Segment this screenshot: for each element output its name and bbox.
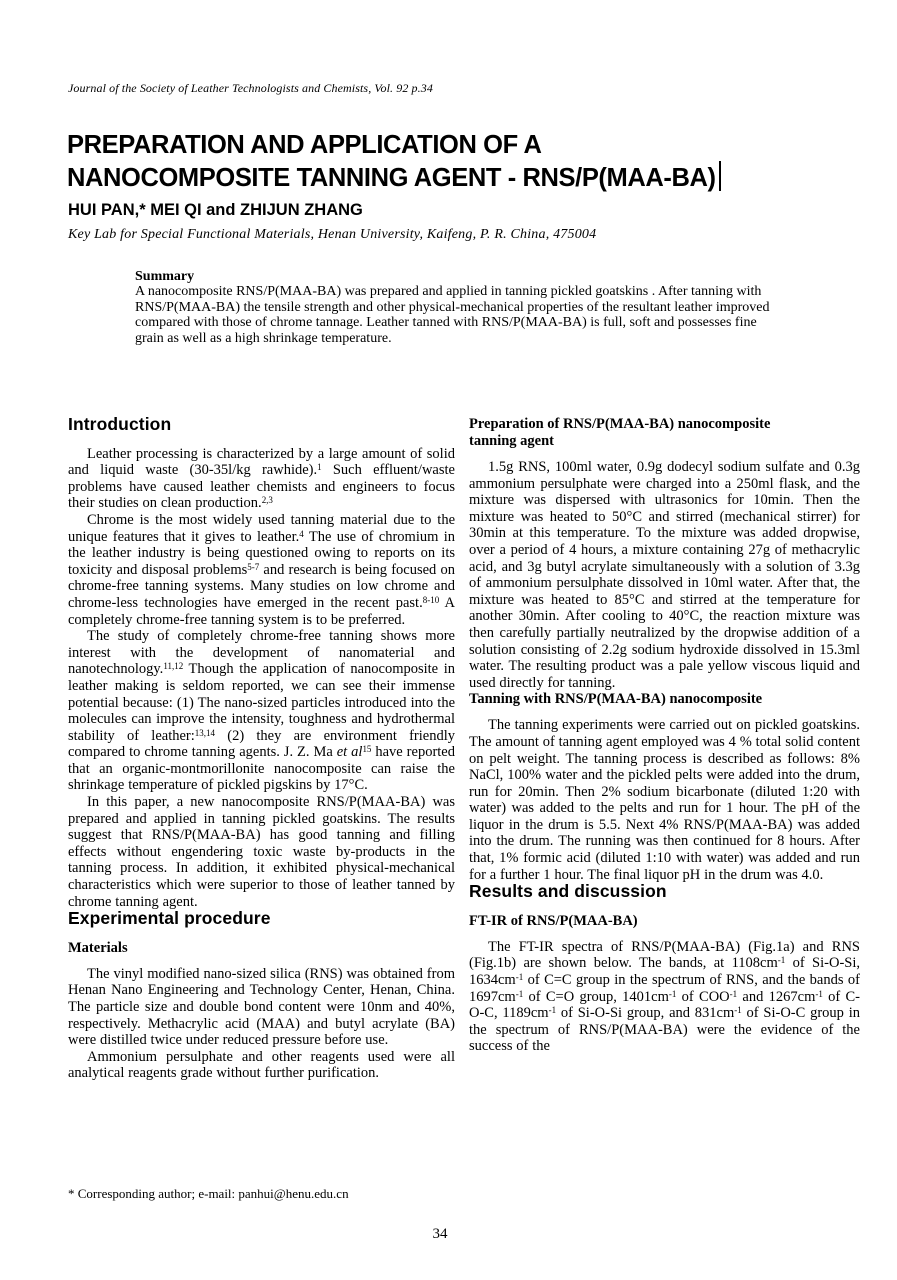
- ftir-heading: FT-IR of RNS/P(MAA-BA): [469, 912, 638, 929]
- tanning-paragraph: The tanning experiments were carried out on pickled goatskins. The amount of tanning agent employed was 4 % total solid content on pelt weight. The tanning process is described as follows: 8% NaCl, 100% water and the pickled pelts were added into the drum, run for 20min. Then 2% sodium bicarbonate (diluted 1:20 with water) was added to the pelts and run for 1 hour. The pH of the liquor in the drum is 5.5. Next 4% RNS/P(MAA-BA) was added into the drum. The running was then continued for 8 hours. After that, 1% formic acid (diluted 1:10 with water) was added and run for a further 1 hour. The final liquor pH in the drum was 4.0.: [469, 717, 860, 883]
- preparation-heading: Preparation of RNS/P(MAA-BA) nanocomposite tanning agent: [469, 416, 771, 449]
- summary-section: [135, 269, 787, 346]
- corresponding-author-footnote: * Corresponding author; e-mail: panhui@henu.edu.cn: [68, 1186, 349, 1201]
- page-number: 34: [432, 1226, 448, 1242]
- summary-text: A nanocomposite RNS/P(MAA-BA) was prepared and applied in tanning pickled goatskins . After tanning with RNS/P(MAA-BA) the tensile strength and other physical-mechanical properties of the resultant leather improved compared with those of chrome tannage. Leather tanned with RNS/P(MAA-BA) is full, soft and possesses fine grain as well as a high shrinkage temperature.: [135, 284, 770, 346]
- summary-heading: Summary: [135, 269, 195, 284]
- materials-paragraph-2: Ammonium persulphate and other reagents used were all analytical reagents grade without further purification.: [68, 1048, 455, 1082]
- tanning-heading: Tanning with RNS/P(MAA-BA) nanocomposite: [469, 691, 763, 708]
- journal-header: Journal of the Society of Leather Technologists and Chemists, Vol. 92 p.34: [68, 81, 433, 95]
- article-title: [67, 130, 721, 194]
- article-title-line-1: PREPARATION AND APPLICATION OF A: [67, 131, 542, 159]
- intro-paragraph-1: Leather processing is characterized by a large amount of solid and liquid waste (30-35l/kg rawhide).$^1$ Such effluent/waste problems have caused leather chemists and engineers to focus their studies on clean production.$^{2,3}$: [68, 445, 455, 512]
- text-cursor: [719, 161, 721, 191]
- materials-paragraph-1: The vinyl modified nano-sized silica (RNS) was obtained from Henan Nano Engineering and Technology Center, Henan, China. The particle size and double bond content were 10nm and 40%, respectively. Methacrylic acid (MAA) and butyl acrylate (BA) were distilled twice under reduced pressure before use.: [68, 965, 455, 1049]
- left-column: [68, 416, 455, 1082]
- results-heading: Results and discussion: [469, 881, 667, 902]
- right-column: [469, 416, 860, 1082]
- materials-heading: Materials: [68, 939, 128, 956]
- experimental-procedure-heading: Experimental procedure: [68, 908, 271, 929]
- article-body: [68, 416, 860, 1082]
- intro-paragraph-3: The study of completely chrome-free tanning shows more interest with the development of nanomaterial and nanotechnology.$^{11,12}$ Though the application of nanocomposite in leather making is seldom reported, we can see their immense potential because: (1) The nano-sized particles introduced into the molecules can improve the intensity, toughness and hydrothermal stability of leather:$^{13,14}$ (2) they are environment friendly compared to chrome tanning agents. J. Z. Ma et $al^{15}$ have reported that an organic-montmorillonite nanocomposite can raise the shrinkage temperature of pickled pigskins by 17°C.: [68, 628, 456, 794]
- article-title-line-2: NANOCOMPOSITE TANNING AGENT - RNS/P(MAA-BA): [67, 164, 716, 192]
- intro-paragraph-4: In this paper, a new nanocomposite RNS/P(MAA-BA) was prepared and applied in tanning pickled goatskins. The results suggest that RNS/P(MAA-BA) has good tanning and filling effects without engendering toxic waste by-products in the tanning process. In addition, it exhibited physical-mechanical characteristics which were superior to those of leather tanned by chrome tanning agent.: [68, 794, 455, 910]
- authors-line: HUI PAN,* MEI QI and ZHIJUN ZHANG: [68, 201, 363, 219]
- introduction-heading: Introduction: [68, 414, 172, 434]
- preparation-paragraph: 1.5g RNS, 100ml water, 0.9g dodecyl sodium sulfate and 0.3g ammonium persulphate were charged into a 250ml flask, and the mixture was dispersed with ultrasonics for 10min. Then the mixture was heated to 50°C and stirred (mechanical stirrer) for 30min at this temperature. To the mixture was added dropwise, over a period of 4 hours, a mixture containing 27g of methacrylic acid, and 3g butyl acrylate simultaneously with a solution of 3.3g of ammonium persulphate dissolved in 10ml water. After that, the mixture was heated to 85°C and stirred at the temperature for another 30min. After cooling to 40°C, the reaction mixture was then carefully partially neutralized by the dropwise addition of a solution consisting of 2.2g sodium hydroxide dissolved in 15.3ml water. The resulting product was a pale yellow viscous liquid and used directly for tanning.: [469, 459, 860, 691]
- intro-paragraph-2: Chrome is the most widely used tanning material due to the unique features that it gives to leather.$^4$ The use of chromium in the leather industry is being questioned owing to reports on its toxicity and disposal problems$^{5-7}$ and research is being focused on chrome-free tanning systems. Many studies on low chrome and chrome-less technologies have emerged in the recent past.$^{8-10}$ A completely chrome-free tanning system is to be preferred.: [68, 511, 455, 628]
- ftir-paragraph: The FT-IR spectra of RNS/P(MAA-BA) (Fig.1a) and RNS (Fig.1b) are shown below. The bands, at $1108cm^{-1}$ of Si-O-Si, $1634cm^{-1}$ of C=C group in the spectrum of RNS, and the bands of $1697cm^{-1}$ of C=O group, $1401cm^{-1}$ of $COO^{-1}$ and $1267cm^{-1}$ of C-O-C, $1189cm^{-1}$ of Si-O-Si group, and $831cm^{-1}$ of Si-O-C group in the spectrum of RNS/P(MAA-BA) were the evidence of the success of the: [469, 938, 861, 1055]
- affiliation-line: Key Lab for Special Functional Materials, Henan University, Kaifeng, P. R. China, 475004: [68, 227, 597, 242]
